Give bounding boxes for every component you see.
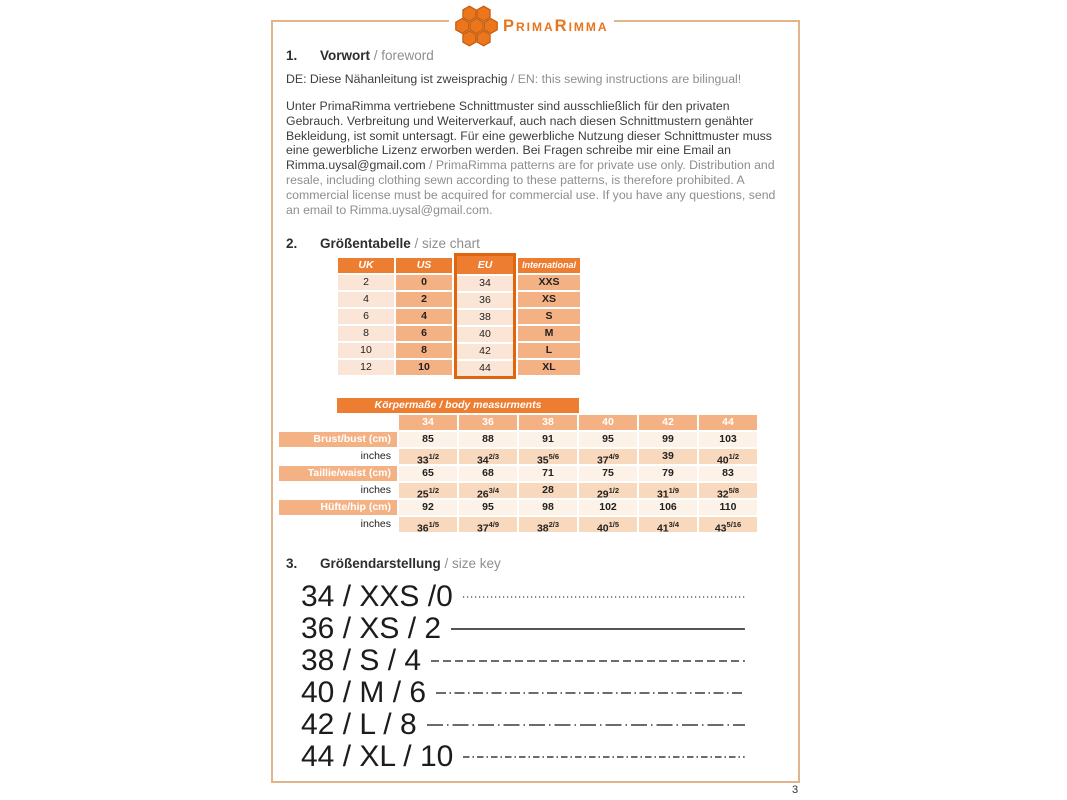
size-key-label: 38 / S / 4: [301, 644, 422, 678]
measurement-label-cell: Brust/bust (cm): [279, 432, 397, 447]
conversion-cell: 2: [338, 275, 394, 290]
measurement-value: 39: [662, 450, 674, 463]
conversion-column-eu: [454, 253, 516, 379]
measurement-label-cell: inches: [360, 518, 391, 531]
brand-name: PrimaRimma: [503, 16, 609, 35]
measurement-fraction: 2/3: [488, 452, 500, 462]
size-key-line-solid: [451, 627, 745, 631]
hexagon-shape: [463, 6, 476, 21]
measurement-fraction: 4/9: [488, 520, 500, 530]
foreword-paragraph: [286, 99, 789, 217]
measurement-value-cell: [459, 466, 517, 481]
measurement-value-cell: [699, 449, 757, 467]
hexagon-shape: [470, 19, 483, 34]
body-measurements-table: [279, 398, 758, 535]
conversion-cell: 36: [457, 293, 513, 308]
measurement-value-cell: [579, 449, 637, 467]
measurement-fraction: 3/4: [668, 520, 680, 530]
measurement-value-cell: [579, 483, 637, 501]
measurement-value: 95: [482, 501, 494, 514]
measurement-fraction: 1/2: [608, 486, 620, 496]
document-page: [271, 16, 800, 783]
section-3-title: [286, 556, 785, 571]
measurement-value: 71: [542, 467, 554, 480]
measurement-fraction: 1/2: [428, 486, 440, 496]
measurements-corner-cell: [279, 415, 397, 430]
measurement-value-cell: [639, 432, 697, 447]
section-2-title-en: / size chart: [414, 236, 480, 252]
measurement-value-cell: [519, 449, 577, 467]
measurement-value-cell: [519, 466, 577, 481]
measurements-grid: [279, 415, 758, 535]
conversion-cell: 6: [396, 326, 452, 341]
section-3-number: 3.: [286, 556, 298, 572]
section-2-title: [286, 236, 785, 251]
measurement-value: 29: [596, 488, 609, 501]
conversion-cell: 8: [338, 326, 394, 341]
measurement-value: 40: [596, 522, 609, 535]
measurement-value-cell: [699, 466, 757, 481]
hexagon-shape: [477, 31, 490, 46]
size-conversion-table: [338, 258, 785, 379]
measurement-value: 65: [422, 467, 434, 480]
size-key-label: 44 / XL / 10: [301, 740, 454, 774]
measurement-value-cell: [519, 500, 577, 515]
measurement-value: 32: [716, 488, 729, 501]
conversion-column-us: [396, 258, 452, 375]
measurement-value: 68: [482, 467, 494, 480]
section-1-title-en: / foreword: [373, 48, 434, 63]
measurement-value-cell: [399, 432, 457, 447]
measurement-value-cell: [579, 517, 637, 535]
conversion-cell: 10: [396, 360, 452, 375]
measurement-fraction: 1/5: [428, 520, 440, 530]
conversion-cell: 38: [457, 310, 513, 325]
conversion-cell: L: [518, 343, 580, 358]
measurement-value-cell: [519, 432, 577, 447]
measurement-fraction: 3/4: [488, 486, 500, 496]
conversion-cell: 2: [396, 292, 452, 307]
bilingual-note-en: / EN: this sewing instructions are bilingual!: [510, 72, 742, 86]
conversion-cell: S: [518, 309, 580, 324]
page-number: 3: [792, 784, 799, 796]
conversion-cell: 0: [396, 275, 452, 290]
size-key-line-dash-dot-compact: [463, 755, 745, 759]
measurement-size-cell: 40: [579, 415, 637, 430]
section-1-title: [286, 48, 785, 63]
measurement-size-cell: 38: [519, 415, 577, 430]
size-key-row: [301, 581, 785, 613]
measurement-value-cell: [699, 517, 757, 535]
conversion-cell: XXS: [518, 275, 580, 290]
conversion-column-international: [518, 258, 580, 375]
brand-logo: [449, 3, 614, 49]
measurement-value-cell: [399, 466, 457, 481]
measurement-fraction: 4/9: [608, 452, 620, 462]
measurement-value: 98: [542, 501, 554, 514]
conversion-header-cell: UK: [338, 258, 394, 273]
measurement-value: 75: [602, 467, 614, 480]
hexagon-shape: [463, 31, 476, 46]
measurement-value: 34: [476, 454, 489, 467]
measurement-value-cell: [699, 432, 757, 447]
conversion-cell: XL: [518, 360, 580, 375]
measurement-value-cell: [459, 517, 517, 535]
honeycomb-icon: [454, 5, 499, 47]
measurement-size-cell: 44: [699, 415, 757, 430]
measurement-fraction: 1/9: [668, 486, 680, 496]
measurement-value: 31: [656, 488, 669, 501]
measurement-value: 36: [416, 522, 429, 535]
measurement-value: 37: [596, 454, 609, 467]
measurement-value: 43: [714, 522, 727, 535]
conversion-header-cell: EU: [457, 256, 513, 274]
measurement-value-cell: [399, 449, 457, 467]
foreword-paragraph-en: / PrimaRimma patterns are for private use only. Distribution and resale, including clothing sewn according to these patterns, is therefore prohibited. A commercial license must be acquired for commercial use. If you have any questions, send an email to Rimma.uysal@gmail.com.: [286, 158, 776, 217]
size-key-label: 34 / XXS /0: [301, 580, 453, 614]
measurement-value: 41: [656, 522, 669, 535]
size-key-line-dash-dot: [436, 691, 745, 695]
size-key-row: [301, 645, 785, 677]
hexagon-shape: [456, 19, 469, 34]
measurement-value: 95: [602, 433, 614, 446]
conversion-cell: XS: [518, 292, 580, 307]
conversion-cell: 8: [396, 343, 452, 358]
section-3-title-de: Größendarstellung: [320, 556, 441, 572]
measurement-value-cell: [459, 500, 517, 515]
measurement-fraction: 1/2: [728, 452, 740, 462]
size-key-line-dashed: [431, 659, 745, 663]
measurement-value-cell: [519, 483, 577, 498]
measurement-fraction: 5/8: [728, 486, 740, 496]
measurement-size-cell: 36: [459, 415, 517, 430]
size-key-line-fine-dotted: [463, 595, 745, 599]
measurement-value-cell: [459, 432, 517, 447]
measurement-value: 103: [719, 433, 737, 446]
section-3-title-en: / size key: [444, 556, 501, 572]
size-key-row: [301, 613, 785, 645]
measurement-value-cell: [639, 466, 697, 481]
measurement-value-cell: [459, 449, 517, 467]
measurement-size-cell: 42: [639, 415, 697, 430]
bilingual-note-de: DE: Diese Nähanleitung ist zweisprachig: [286, 72, 508, 86]
measurement-fraction: 5/6: [548, 452, 560, 462]
conversion-cell: 10: [338, 343, 394, 358]
measurement-value-cell: [639, 483, 697, 501]
section-1-title-de: Vorwort: [320, 48, 370, 63]
conversion-header-cell: US: [396, 258, 452, 273]
measurement-value: 92: [422, 501, 434, 514]
measurements-table-title: Körpermaße / body measurments: [337, 398, 579, 413]
size-key-row: [301, 677, 785, 709]
measurement-value-cell: [399, 500, 457, 515]
measurement-value: 38: [536, 522, 549, 535]
measurement-value: 79: [662, 467, 674, 480]
conversion-cell: 44: [457, 361, 513, 376]
measurement-label-cell: Taillie/waist (cm): [279, 466, 397, 481]
measurement-label-cell: inches: [360, 484, 391, 497]
bilingual-note: [286, 72, 785, 86]
measurement-value-cell: [639, 449, 697, 464]
measurement-value-cell: [699, 500, 757, 515]
conversion-cell: 6: [338, 309, 394, 324]
measurement-fraction: 1/2: [428, 452, 440, 462]
measurement-value-cell: [579, 466, 637, 481]
measurement-value: 91: [542, 433, 554, 446]
measurement-value: 35: [536, 454, 549, 467]
section-2-number: 2.: [286, 236, 298, 252]
size-key-line-long-dash-dot: [427, 723, 745, 727]
measurement-value-cell: [639, 500, 697, 515]
measurement-size-cell: 34: [399, 415, 457, 430]
measurement-value: 33: [416, 454, 429, 467]
measurement-value: 110: [719, 501, 737, 514]
conversion-cell: 4: [396, 309, 452, 324]
size-key-row: [301, 741, 785, 773]
measurement-value-cell: [579, 500, 637, 515]
measurement-value: 102: [599, 501, 617, 514]
measurement-value: 37: [476, 522, 489, 535]
conversion-column-uk: [338, 258, 394, 375]
measurement-fraction: 1/5: [608, 520, 620, 530]
measurement-value: 25: [416, 488, 429, 501]
measurement-fraction: 5/16: [726, 520, 742, 530]
measurement-value: 26: [476, 488, 489, 501]
measurement-value-cell: [519, 517, 577, 535]
measurement-value-cell: [399, 483, 457, 501]
measurement-value: 83: [722, 467, 734, 480]
measurement-value-cell: [699, 483, 757, 501]
measurement-value: 40: [716, 454, 729, 467]
measurement-value: 28: [542, 484, 554, 497]
foreword-paragraph-de: Unter PrimaRimma vertriebene Schnittmuster sind ausschließlich für den privaten Gebrauch. Verbreitung und Weiterverkauf, auch nach diesen Schnittmustern genähter Bekleidung, ist somit untersagt. Für eine gewerbliche Nutzung dieser Schnittmuster muss eine gewerbliche Lizenz erworben werden. Bei Fragen schreibe mir eine Email an Rimma.uysal@gmail.com: [286, 99, 772, 173]
size-key-row: [301, 709, 785, 741]
hexagon-shape: [484, 19, 497, 34]
measurement-value: 85: [422, 433, 434, 446]
size-key-label: 40 / M / 6: [301, 676, 427, 710]
measurement-label-cell: inches: [360, 450, 391, 463]
conversion-cell: 40: [457, 327, 513, 342]
size-key-list: [301, 581, 785, 773]
measurement-value-cell: [399, 517, 457, 535]
section-2-title-de: Größentabelle: [320, 236, 411, 252]
section-1-number: 1.: [286, 48, 298, 63]
size-key-label: 36 / XS / 2: [301, 612, 442, 646]
conversion-cell: M: [518, 326, 580, 341]
conversion-cell: 42: [457, 344, 513, 359]
measurement-value: 99: [662, 433, 674, 446]
measurement-value: 106: [659, 501, 677, 514]
measurement-label-cell: Hüfte/hip (cm): [279, 500, 397, 515]
measurement-value-cell: [579, 432, 637, 447]
conversion-cell: 34: [457, 276, 513, 291]
hexagon-shape: [477, 6, 490, 21]
measurement-fraction: 2/3: [548, 520, 560, 530]
conversion-cell: 12: [338, 360, 394, 375]
measurement-value: 88: [482, 433, 494, 446]
measurement-value-cell: [639, 517, 697, 535]
conversion-header-cell: International: [518, 258, 580, 273]
conversion-cell: 4: [338, 292, 394, 307]
size-key-label: 42 / L / 8: [301, 708, 417, 742]
measurement-value-cell: [459, 483, 517, 501]
